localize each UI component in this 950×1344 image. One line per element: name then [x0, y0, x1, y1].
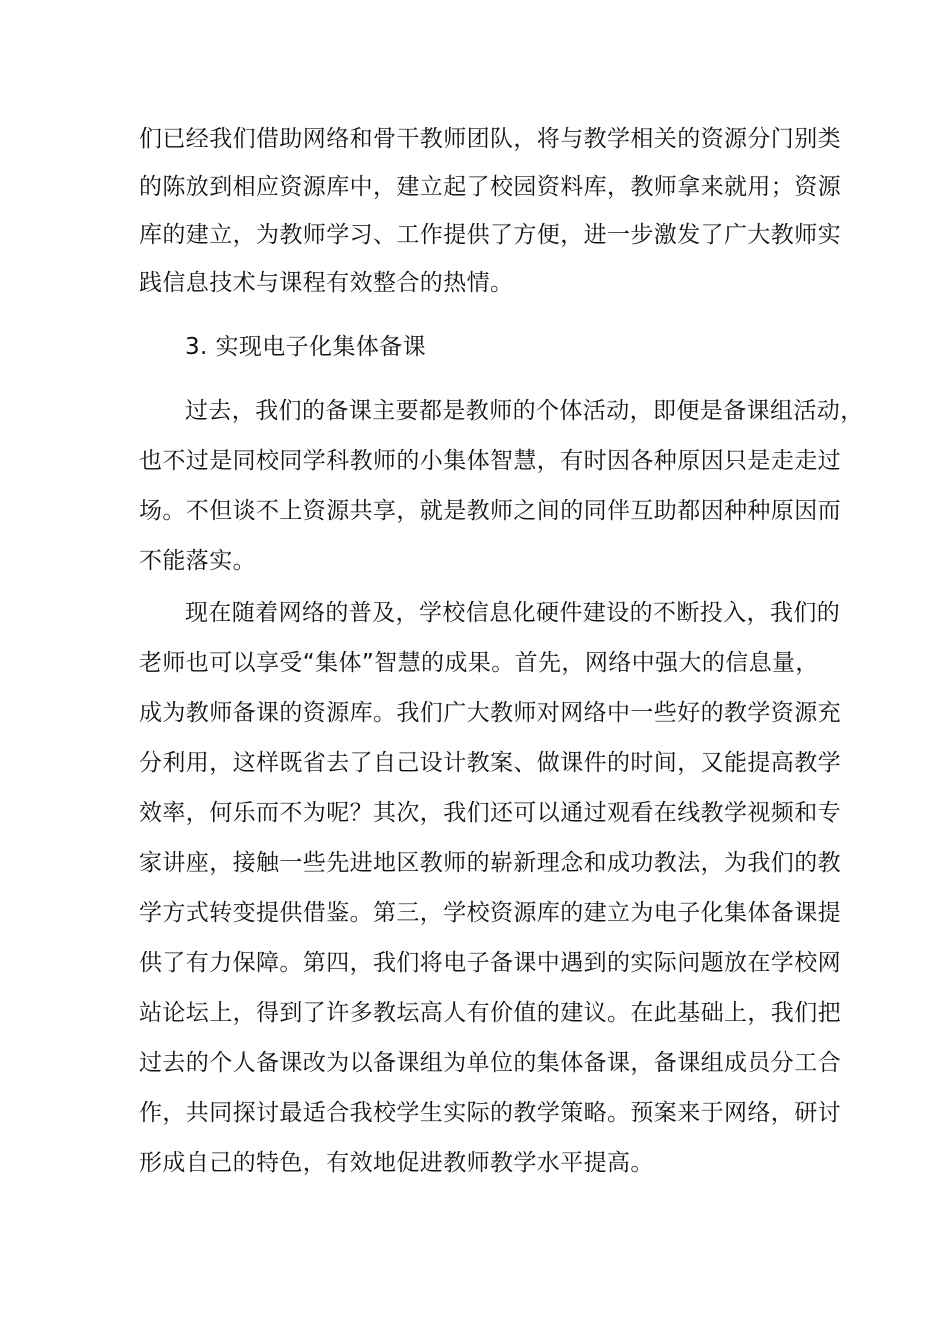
paragraph-2-line-3: 场。不但谈不上资源共享，就是教师之间的同伴互助都因种种原因而	[139, 498, 841, 524]
paragraph-3-line-8: 供了有力保障。第四，我们将电子备课中遇到的实际问题放在学校网	[139, 950, 841, 976]
paragraph-1-line-2: 的陈放到相应资源库中，建立起了校园资料库，教师拿来就用；资源	[139, 174, 841, 200]
paragraph-1-line-1: 们已经我们借助网络和骨干教师团队，将与教学相关的资源分门别类	[139, 126, 841, 152]
paragraph-3-line-7: 学方式转变提供借鉴。第三，学校资源库的建立为电子化集体备课提	[139, 900, 841, 926]
paragraph-3-line-12: 形成自己的特色，有效地促进教师教学水平提高。	[139, 1150, 654, 1176]
paragraph-3-line-9: 站论坛上，得到了许多教坛高人有价值的建议。在此基础上，我们把	[139, 1000, 841, 1026]
paragraph-3-line-6: 家讲座，接触一些先进地区教师的崭新理念和成功教法，为我们的教	[139, 850, 841, 876]
section-heading-3: 3. 实现电子化集体备课	[185, 334, 427, 360]
paragraph-3-line-4: 分利用，这样既省去了自己设计教案、做课件的时间，又能提高教学	[139, 750, 841, 776]
paragraph-3-line-5: 效率，何乐而不为呢？其次，我们还可以通过观看在线教学视频和专	[139, 800, 841, 826]
paragraph-3-line-10: 过去的个人备课改为以备课组为单位的集体备课，备课组成员分工合	[139, 1050, 841, 1076]
paragraph-3-line-1: 现在随着网络的普及，学校信息化硬件建设的不断投入，我们的	[185, 600, 841, 626]
paragraph-2-line-2: 也不过是同校同学科教师的小集体智慧，有时因各种原因只是走走过	[139, 448, 841, 474]
paragraph-2-line-4: 不能落实。	[139, 548, 256, 574]
paragraph-3-line-11: 作，共同探讨最适合我校学生实际的教学策略。预案来于网络，研讨	[139, 1100, 841, 1126]
paragraph-2-line-1: 过去，我们的备课主要都是教师的个体活动，即便是备课组活动，	[185, 398, 864, 424]
paragraph-3-line-2: 老师也可以享受“集体”智慧的成果。首先，网络中强大的信息量，	[139, 650, 819, 676]
paragraph-1-line-4: 践信息技术与课程有效整合的热情。	[139, 270, 514, 296]
paragraph-1-line-3: 库的建立，为教师学习、工作提供了方便，进一步激发了广大教师实	[139, 222, 841, 248]
paragraph-3-line-3: 成为教师备课的资源库。我们广大教师对网络中一些好的教学资源充	[139, 700, 841, 726]
